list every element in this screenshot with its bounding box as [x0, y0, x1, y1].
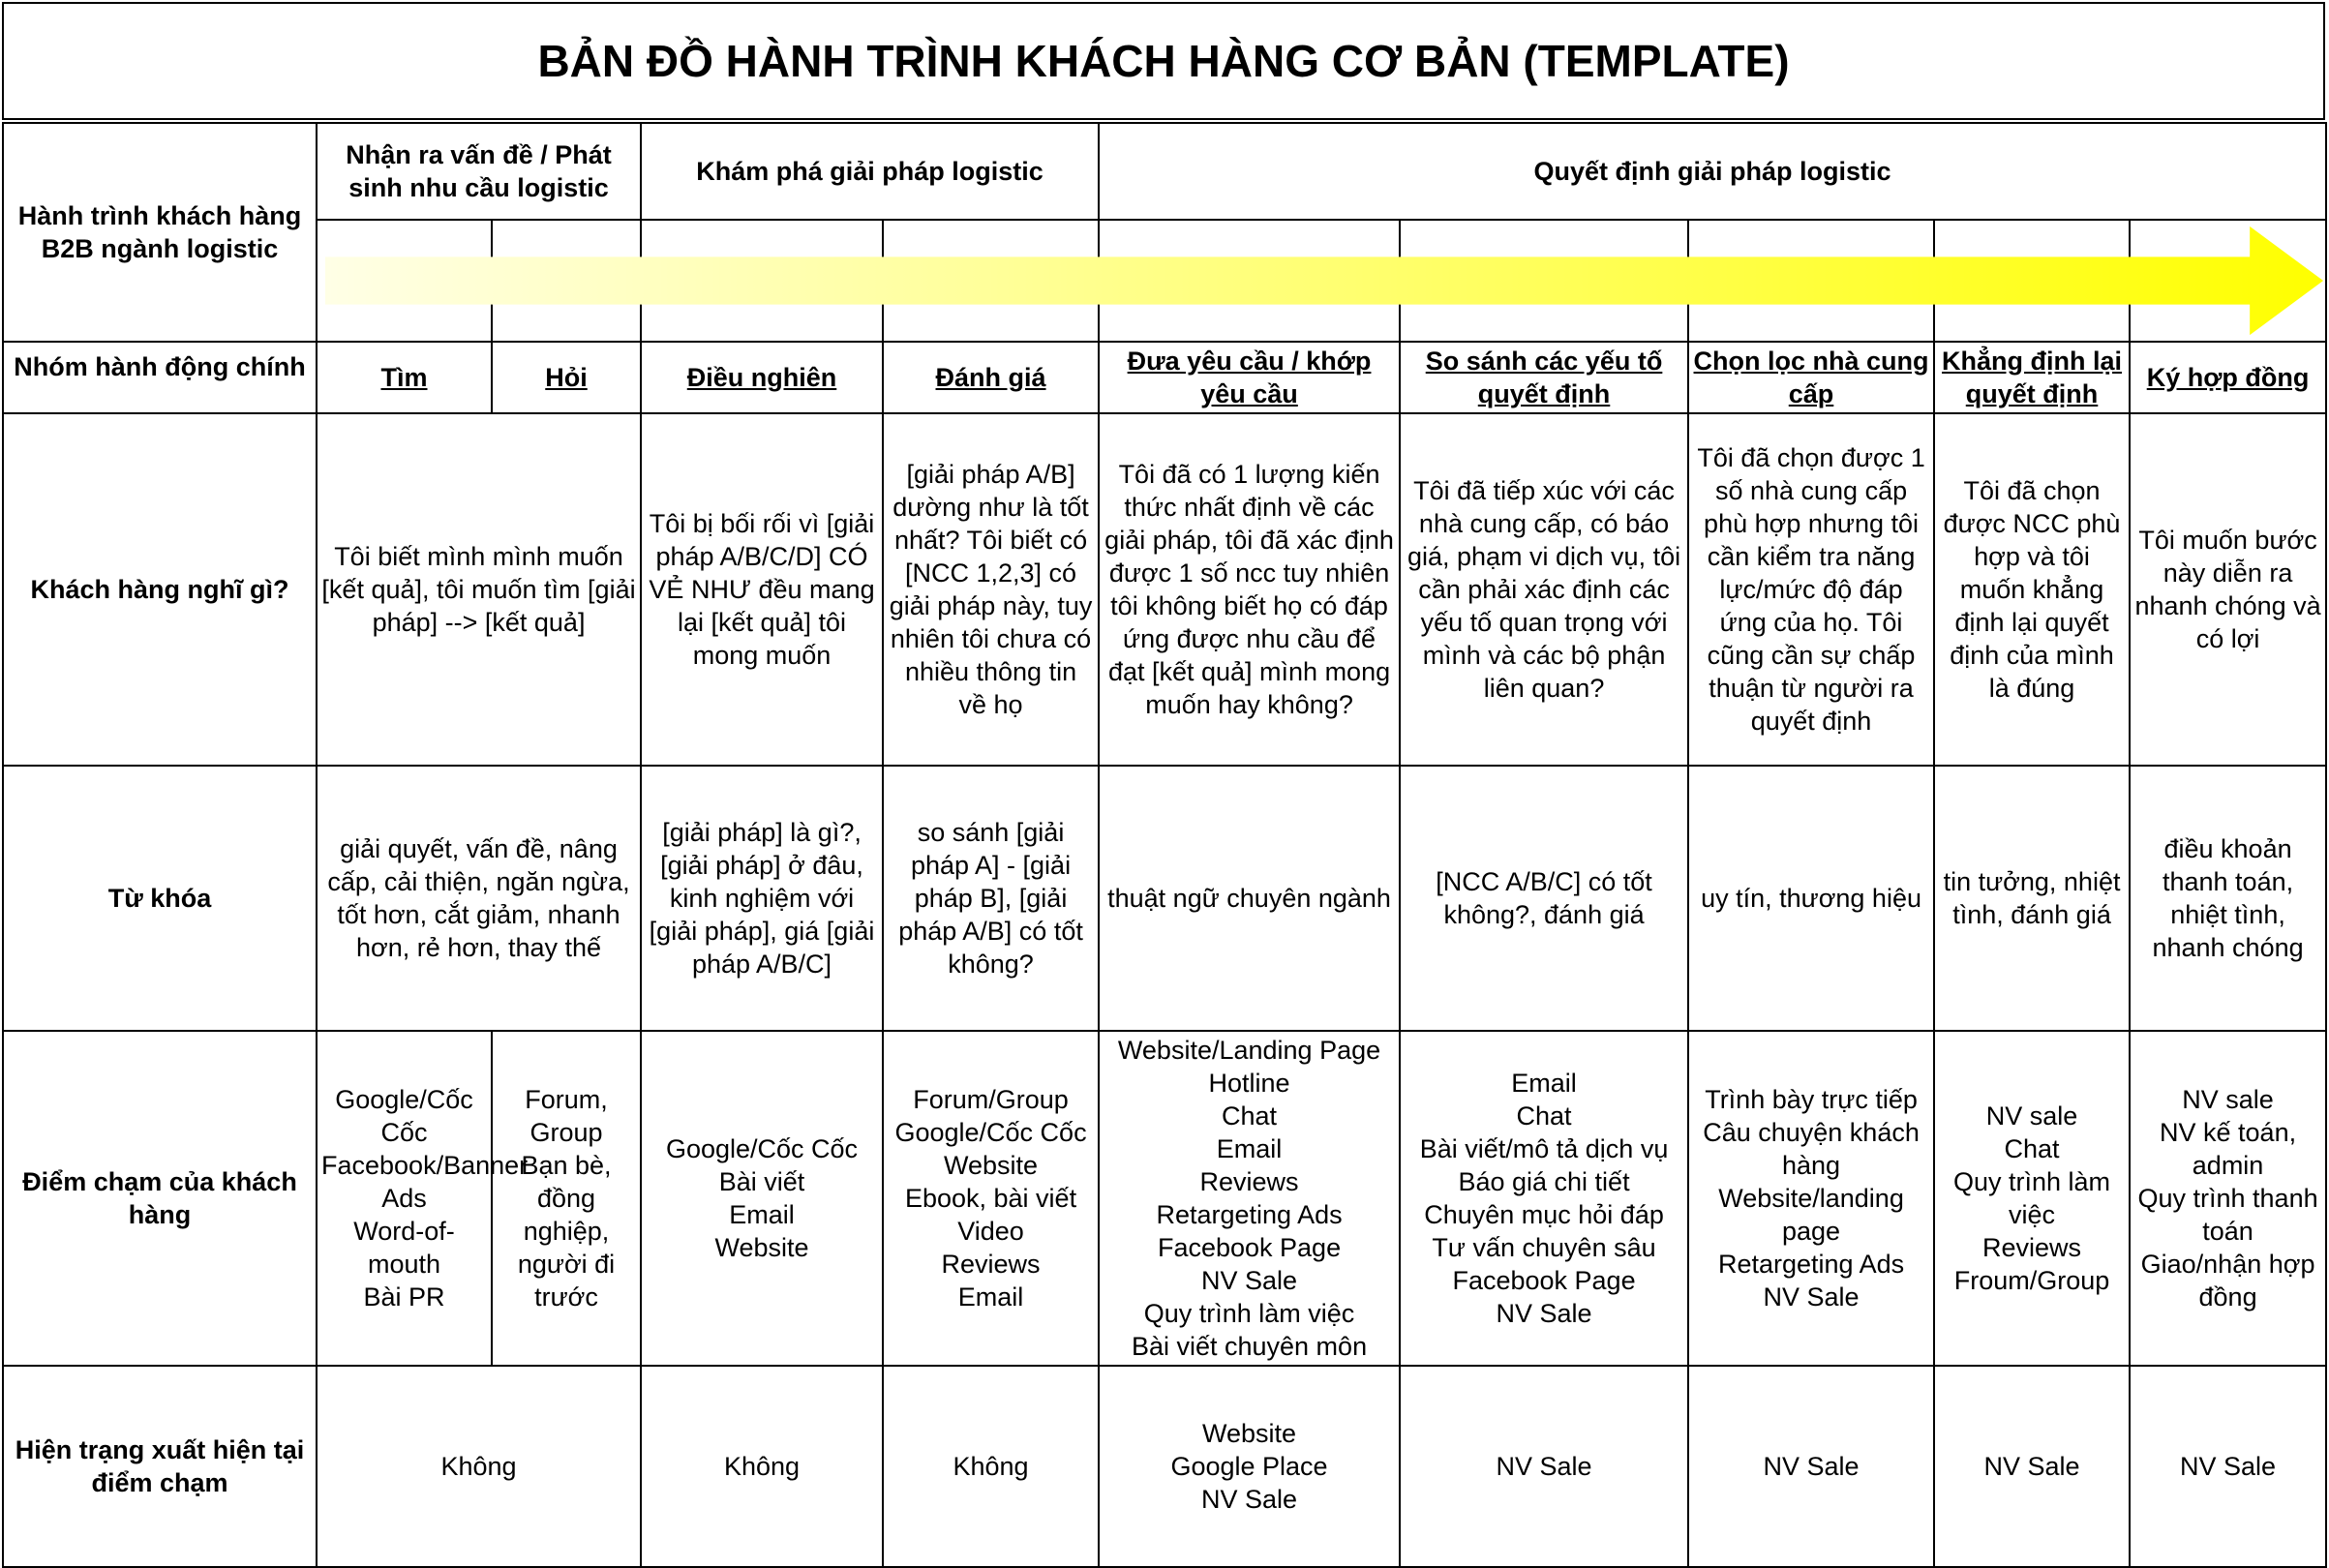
think-cell: Tôi muốn bước này diễn ra nhanh chóng và có lợi — [2130, 413, 2326, 766]
think-cell: Tôi bị bối rối vì [giải pháp A/B/C/D] CÓ VẺ NHƯ đều mang lại [kết quả] tôi mong muốn — [641, 413, 883, 766]
action-chon-loc: Chọn lọc nhà cung cấp — [1688, 342, 1934, 413]
page-title: BẢN ĐỒ HÀNH TRÌNH KHÁCH HÀNG CƠ BẢN (TEMPLATE) — [2, 2, 2325, 120]
keyword-cell: [giải pháp] là gì?, [giải pháp] ở đâu, kinh nghiệm với [giải pháp], giá [giải pháp A/B/C] — [641, 766, 883, 1031]
touchpoint-cell: NV sale NV kế toán, admin Quy trình thanh toán Giao/nhận hợp đồng — [2130, 1031, 2326, 1366]
keyword-cell: giải quyết, vấn đề, nâng cấp, cải thiện, ngăn ngừa, tốt hơn, cắt giảm, nhanh hơn, rẻ hơn, thay thế — [317, 766, 641, 1031]
action-ky-hop-dong: Ký hợp đồng — [2130, 342, 2326, 413]
keyword-cell: [NCC A/B/C] có tốt không?, đánh giá — [1400, 766, 1688, 1031]
action-so-sanh: So sánh các yếu tố quyết định — [1400, 342, 1688, 413]
touchpoints-row — [3, 1031, 2326, 1366]
status-cell: NV Sale — [1400, 1366, 1688, 1567]
keyword-cell: so sánh [giải pháp A] - [giải pháp B], [giải pháp A/B] có tốt không? — [883, 766, 1099, 1031]
touchpoint-cell: Website/Landing Page Hotline Chat Email Reviews Retargeting Ads Facebook Page NV Sale Quy trình làm việc Bài viết chuyên môn — [1099, 1031, 1400, 1366]
think-row — [3, 413, 2326, 766]
arrow-row — [3, 220, 2326, 342]
status-cell: Không — [317, 1366, 641, 1567]
status-cell: NV Sale — [1934, 1366, 2130, 1567]
touchpoint-cell: Forum/Group Google/Cốc Cốc Website Ebook, bài viết Video Reviews Email — [883, 1031, 1099, 1366]
stage-explore: Khám phá giải pháp logistic — [641, 123, 1099, 220]
keyword-cell: điều khoản thanh toán, nhiệt tình, nhanh chóng — [2130, 766, 2326, 1031]
status-cell: Không — [641, 1366, 883, 1567]
row-header-think: Khách hàng nghĩ gì? — [3, 413, 317, 766]
think-cell: Tôi đã tiếp xúc với các nhà cung cấp, có báo giá, phạm vi dịch vụ, tôi cần phải xác định các yếu tố quan trọng với mình và các bộ phận liên quan? — [1400, 413, 1688, 766]
touchpoint-cell: Trình bày trực tiếp Câu chuyện khách hàng Website/landing page Retargeting Ads NV Sale — [1688, 1031, 1934, 1366]
think-cell: [giải pháp A/B] dường như là tốt nhất? Tôi biết có [NCC 1,2,3] có giải pháp này, tuy nhiên tôi chưa có nhiều thông tin về họ — [883, 413, 1099, 766]
status-cell: NV Sale — [2130, 1366, 2326, 1567]
journey-table — [2, 122, 2327, 1568]
current-status-row — [3, 1366, 2326, 1567]
progress-arrow-icon — [325, 221, 2325, 341]
stage-decide: Quyết định giải pháp logistic — [1099, 123, 2326, 220]
action-hoi: Hỏi — [492, 342, 641, 413]
row-header-keywords: Từ khóa — [3, 766, 317, 1031]
action-dieu-nghien: Điều nghiên — [641, 342, 883, 413]
status-cell: Không — [883, 1366, 1099, 1567]
keyword-cell: uy tín, thương hiệu — [1688, 766, 1934, 1031]
touchpoint-cell: NV sale Chat Quy trình làm việc Reviews Froum/Group — [1934, 1031, 2130, 1366]
think-cell: Tôi đã có 1 lượng kiến thức nhất định về các giải pháp, tôi đã xác định được 1 số ncc tuy nhiên tôi không biết họ có đáp ứng được nhu cầu để đạt [kết quả] mình mong muốn hay không? — [1099, 413, 1400, 766]
keyword-cell: thuật ngữ chuyên ngành — [1099, 766, 1400, 1031]
think-cell: Tôi đã chọn được 1 số nhà cung cấp phù hợp nhưng tôi cần kiểm tra năng lực/mức độ đáp ứng của họ. Tôi cũng cần sự chấp thuận từ người ra quyết định — [1688, 413, 1934, 766]
action-khang-dinh: Khẳng định lại quyết định — [1934, 342, 2130, 413]
think-cell: Tôi biết mình mình muốn [kết quả], tôi muốn tìm [giải pháp] --> [kết quả] — [317, 413, 641, 766]
row-header-current: Hiện trạng xuất hiện tại điểm chạm — [3, 1366, 317, 1567]
action-danh-gia: Đánh giá — [883, 342, 1099, 413]
status-cell: NV Sale — [1688, 1366, 1934, 1567]
think-cell: Tôi đã chọn được NCC phù hợp và tôi muốn khẳng định lại quyết định của mình là đúng — [1934, 413, 2130, 766]
keyword-cell: tin tưởng, nhiệt tình, đánh giá — [1934, 766, 2130, 1031]
touchpoint-cell: Forum, Group Bạn bè, đồng nghiệp, người đi trước — [492, 1031, 641, 1366]
journey-arrow-cell — [317, 220, 2326, 342]
action-dua-yeu-cau: Đưa yêu cầu / khớp yêu cầu — [1099, 342, 1400, 413]
row-header-actions: Nhóm hành động chính — [3, 342, 317, 413]
touchpoint-cell: Google/Cốc Cốc Facebook/Banner Ads Word-of-mouth Bài PR — [317, 1031, 492, 1366]
row-header-touchpoints: Điểm chạm của khách hàng — [3, 1031, 317, 1366]
touchpoint-cell: Google/Cốc Cốc Bài viết Email Website — [641, 1031, 883, 1366]
action-row — [3, 342, 2326, 413]
status-cell: Website Google Place NV Sale — [1099, 1366, 1400, 1567]
keywords-row — [3, 766, 2326, 1031]
row-header-journey: Hành trình khách hàng B2B ngành logistic — [3, 123, 317, 342]
touchpoint-cell: Email Chat Bài viết/mô tả dịch vụ Báo giá chi tiết Chuyên mục hỏi đáp Tư vấn chuyên sâu Facebook Page NV Sale — [1400, 1031, 1688, 1366]
stage-recognize: Nhận ra vấn đề / Phát sinh nhu cầu logistic — [317, 123, 641, 220]
action-tim: Tìm — [317, 342, 492, 413]
stage-row — [3, 123, 2326, 220]
